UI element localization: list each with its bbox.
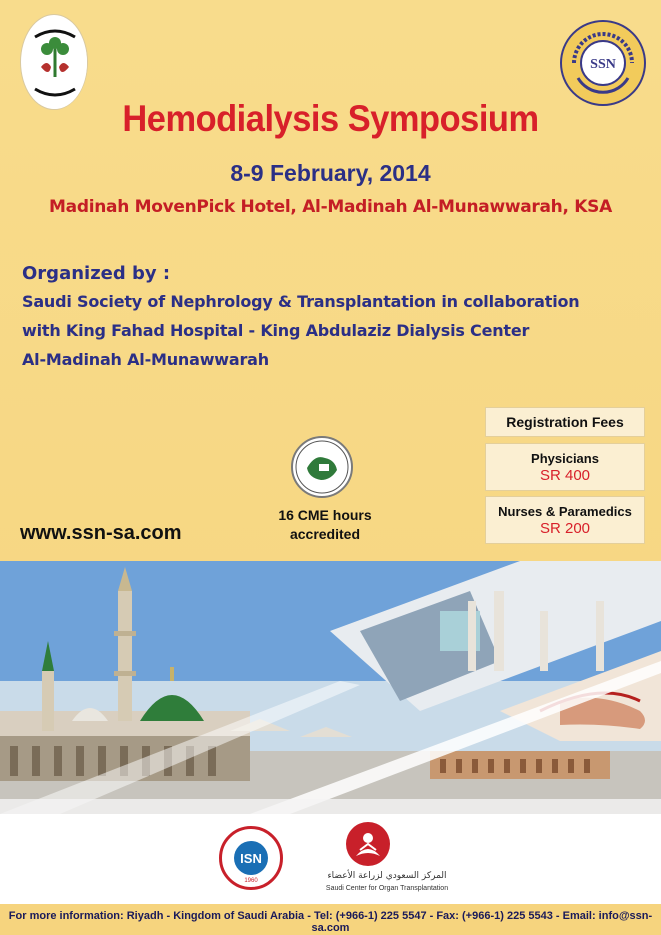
isn-logo-year: 1960 (244, 878, 258, 884)
isn-logo-text: ISN (240, 851, 262, 866)
registration-fees-heading: Registration Fees (485, 407, 645, 437)
organizer-line: with King Fahad Hospital - King Abdulaziz Dialysis Center (22, 321, 530, 340)
fee-label: Physicians (531, 451, 599, 466)
page-title: Hemodialysis Symposium (122, 98, 539, 139)
mosque-dialysis-collage (0, 561, 661, 814)
fee-nurses (485, 496, 645, 544)
organized-by-heading: Organized by : (22, 263, 171, 284)
ssn-logo-text: SSN (590, 57, 616, 72)
fee-amount: SR 200 (539, 520, 591, 537)
organizer-line: Saudi Society of Nephrology & Transplantation in collaboration (22, 292, 580, 311)
cme-hours-line: 16 CME hours (278, 507, 372, 523)
contact-footer: For more information: Riyadh - Kingdom of Saudi Arabia - Tel: (+966-1) 225 5547 - Fax: (+966-1) 225 5543 - Email: info@ssn-sa.com (0, 904, 661, 935)
scot-english-name: Saudi Center for Organ Transplantation (325, 885, 449, 892)
event-venue: Madinah MovenPick Hotel, Al-Madinah Al-Munawwarah, KSA (49, 197, 612, 217)
event-date: 8-9 February, 2014 (230, 160, 431, 186)
fee-physicians (485, 443, 645, 491)
scot-arabic-name: المركز السعودي لزراعة الأعضاء (327, 871, 447, 881)
organizer-line: Al-Madinah Al-Munawwarah (22, 350, 269, 369)
cme-accreditation-seal (291, 436, 353, 498)
scot-logo (312, 820, 462, 898)
ministry-of-health-logo (20, 14, 88, 110)
fee-label: Nurses & Paramedics (498, 504, 632, 519)
cme-hours (255, 506, 395, 544)
website-link[interactable]: www.ssn-sa.com (20, 522, 182, 544)
cme-accredited-line: accredited (289, 526, 361, 542)
isn-logo (219, 826, 283, 890)
fee-amount: SR 400 (539, 467, 591, 484)
ssn-logo (560, 20, 646, 106)
